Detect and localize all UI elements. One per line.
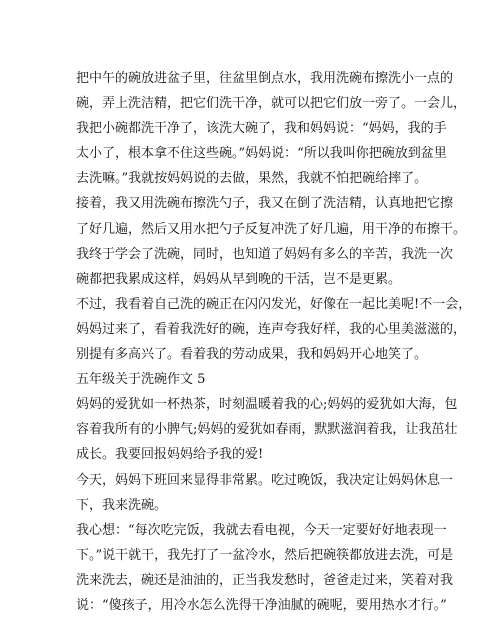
text-line: 我把小碗都洗干净了，该洗大碗了，我和妈妈说：“妈妈，我的手 [76,121,447,137]
text-line: 妈妈过来了，看着我洗好的碗，连声夸我好样，我的心里美滋滋的， [76,321,467,337]
text-line: 成长。我要回报妈妈给予我的爱! [76,447,264,463]
text-line: 妈妈的爱犹如一杯热茶，时刻温暖着我的心;妈妈的爱犹如大海，包 [76,397,458,413]
text-line: 我终于学会了洗碗，同时，也知道了妈妈有多么的辛苦，我洗一次 [76,246,454,262]
text-line: 把中午的碗放进盆子里，往盆里倒点水，我用洗碗布擦洗小一点的 [76,71,454,86]
text-line: 下，我来洗碗。 [76,497,168,513]
text-line: 去洗嘛。”我就按妈妈说的去做，果然，我就不怕把碗给摔了。 [76,171,428,187]
essay-text [76,66,472,613]
text-line: 我心想：“每次吃完饭，我就去看电视，今天一定要好好地表现一 [76,522,447,538]
text-line-cut-off: 说：“傻孩子，用冷水怎么洗得干净油腻的碗呢，要用热水才行。” [76,597,447,613]
text-line: 容着我所有的小脾气;妈妈的爱犹如春雨，默默滋润着我，让我茁壮 [76,422,458,438]
section-heading: 五年级关于洗碗作文 5 [76,372,206,388]
text-line: 碗，弄上洗洁精，把它们洗干净，就可以把它们放一旁了。一会儿， [76,96,467,112]
text-line: 今天，妈妈下班回来显得非常累。吃过晚饭，我决定让妈妈休息一 [76,472,454,488]
text-line: 接着，我又用洗碗布擦洗勺子，我又在倒了洗洁精，认真地把它擦 [76,196,454,212]
text-line: 不过，我看着自己洗的碗正在闪闪发光，好像在一起比美呢!不一会， [76,296,472,312]
text-line: 别提有多高兴了。看着我的劳动成果，我和妈妈开心地笑了。 [76,347,428,363]
text-line: 下。”说干就干，我先打了一盆冷水，然后把碗筷都放进去洗，可是 [76,547,454,563]
text-line: 了好几遍，然后又用水把勺子反复冲洗了好几遍，用干净的布擦干。 [76,221,467,237]
text-line: 碗都把我累成这样，妈妈从早到晚的干活，岂不是更累。 [76,271,402,287]
text-line: 太小了，根本拿不住这些碗。”妈妈说：“所以我叫你把碗放到盆里 [76,146,447,162]
text-line: 洗来洗去，碗还是油油的，正当我发愁时，爸爸走过来，笑着对我 [76,572,454,588]
